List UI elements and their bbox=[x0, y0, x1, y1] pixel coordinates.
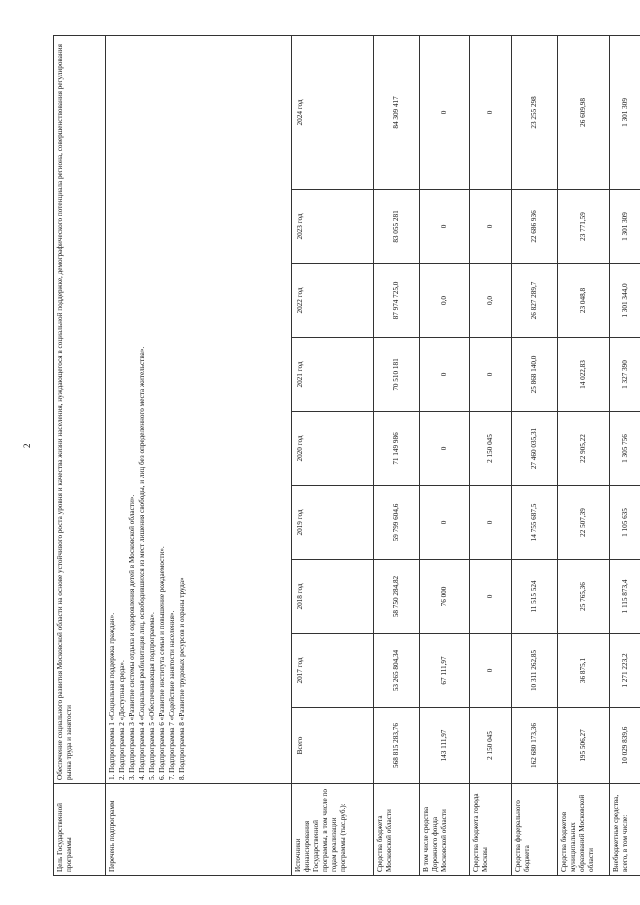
col-header: 2018 год bbox=[292, 560, 374, 634]
finance-row-label: Средства бюджета города Москвы bbox=[470, 784, 512, 876]
finance-row-label: Средства бюджетов муниципальных образований Московской области bbox=[558, 784, 610, 876]
finance-value-cell: 2 150 045 bbox=[470, 412, 512, 486]
finance-label: Источники финансирования Государственной программы, в том числе по годам реализации программы (тыс.руб.): bbox=[292, 784, 374, 876]
subprograms-row bbox=[106, 35, 292, 875]
finance-value-cell: 0 bbox=[420, 338, 470, 412]
finance-value-cell: 0 bbox=[420, 486, 470, 560]
finance-value-cell: 568 815 283,76 bbox=[374, 708, 420, 784]
finance-value-cell: 2 150 045 bbox=[470, 708, 512, 784]
finance-value-cell: 1 115 873,4 bbox=[610, 560, 640, 634]
finance-value-cell: 70 510 181 bbox=[374, 338, 420, 412]
finance-row bbox=[558, 35, 610, 875]
finance-value-cell: 143 111,97 bbox=[420, 708, 470, 784]
finance-value-cell: 23 048,8 bbox=[558, 264, 610, 338]
finance-row bbox=[374, 35, 420, 875]
finance-value-cell: 1 271 223,2 bbox=[610, 634, 640, 708]
finance-value-cell: 83 055 281 bbox=[374, 190, 420, 264]
finance-row bbox=[420, 35, 470, 875]
finance-value-cell: 0,0 bbox=[470, 264, 512, 338]
finance-value-cell: 71 149 986 bbox=[374, 412, 420, 486]
finance-value-cell: 76 000 bbox=[420, 560, 470, 634]
finance-value-cell: 10 311 262,85 bbox=[512, 634, 558, 708]
finance-value-cell: 0,0 bbox=[420, 264, 470, 338]
col-header: 2019 год bbox=[292, 486, 374, 560]
finance-row bbox=[470, 35, 512, 875]
subprogram-item: 1. Подпрограмма 1 «Социальная поддержка граждан». bbox=[108, 613, 116, 780]
finance-value-cell: 0 bbox=[470, 634, 512, 708]
col-header: 2022 год bbox=[292, 264, 374, 338]
finance-value-cell: 58 750 284,82 bbox=[374, 560, 420, 634]
finance-header-row bbox=[292, 35, 374, 875]
goal-label: Цель Государственной программы bbox=[54, 784, 106, 876]
finance-value-cell: 84 309 417 bbox=[374, 35, 420, 189]
finance-rows bbox=[374, 35, 640, 875]
finance-value-cell: 0 bbox=[470, 486, 512, 560]
subprogram-item: 8. Подпрограмма 8 «Развитие трудовых ресурсов и охраны труда» bbox=[178, 577, 186, 780]
finance-value-cell: 14 755 687,5 bbox=[512, 486, 558, 560]
finance-value-cell: 67 111,97 bbox=[420, 634, 470, 708]
col-header: 2024 год bbox=[292, 35, 374, 189]
finance-value-cell: 27 460 035,31 bbox=[512, 412, 558, 486]
rotated-page bbox=[53, 36, 629, 876]
finance-value-cell: 36 875,1 bbox=[558, 634, 610, 708]
finance-value-cell: 25 765,36 bbox=[558, 560, 610, 634]
finance-value-cell: 0 bbox=[420, 190, 470, 264]
finance-row-label: Внебюджетные средства, всего, в том числе: bbox=[610, 784, 640, 876]
finance-value-cell: 23 771,59 bbox=[558, 190, 610, 264]
finance-row-label: Средства бюджета Московской области bbox=[374, 784, 420, 876]
finance-value-cell: 26 827 289,7 bbox=[512, 264, 558, 338]
page-number: 2 bbox=[22, 443, 32, 448]
finance-value-cell: 0 bbox=[470, 560, 512, 634]
finance-value-cell: 87 974 725,0 bbox=[374, 264, 420, 338]
finance-value-cell: 1 105 635 bbox=[610, 486, 640, 560]
col-header: 2021 год bbox=[292, 338, 374, 412]
finance-value-cell: 0 bbox=[420, 35, 470, 189]
finance-value-cell: 0 bbox=[470, 338, 512, 412]
subprograms-list bbox=[106, 35, 292, 783]
finance-value-cell: 10 029 839,6 bbox=[610, 708, 640, 784]
subprogram-item: 3. Подпрограмма 3 «Развитие системы отдыха и оздоровления детей в Московской области». bbox=[128, 494, 136, 780]
subprogram-item: 7. Подпрограмма 7 «Содействие занятости населения». bbox=[168, 610, 176, 780]
finance-value-cell: 1 301 309 bbox=[610, 35, 640, 189]
finance-row-label: В том числе средства Дорожного фонда Московской области bbox=[420, 784, 470, 876]
goal-row bbox=[54, 35, 106, 875]
finance-value-cell: 162 680 173,36 bbox=[512, 708, 558, 784]
finance-value-cell: 53 265 804,34 bbox=[374, 634, 420, 708]
subprogram-item: 6. Подпрограмма 6 «Развитие института семьи и повышение рождаемости». bbox=[158, 546, 166, 780]
finance-value-cell: 195 506,27 bbox=[558, 708, 610, 784]
finance-value-cell: 0 bbox=[420, 412, 470, 486]
col-header: 2020 год bbox=[292, 412, 374, 486]
finance-row bbox=[610, 35, 640, 875]
finance-value-cell: 1 301 344,0 bbox=[610, 264, 640, 338]
finance-row bbox=[512, 35, 558, 875]
col-header: 2017 год bbox=[292, 634, 374, 708]
finance-value-cell: 14 022,83 bbox=[558, 338, 610, 412]
finance-value-cell: 22 507,39 bbox=[558, 486, 610, 560]
subprogram-item: 5. Подпрограмма 5 «Обеспечивающая подпрограмма». bbox=[148, 612, 156, 780]
finance-value-cell: 23 255 298 bbox=[512, 35, 558, 189]
passport-table bbox=[53, 35, 640, 876]
finance-value-cell: 22 905,22 bbox=[558, 412, 610, 486]
finance-value-cell: 11 515 524 bbox=[512, 560, 558, 634]
finance-value-cell: 22 686 936 bbox=[512, 190, 558, 264]
finance-value-cell: 59 799 604,6 bbox=[374, 486, 420, 560]
col-header: 2023 год bbox=[292, 190, 374, 264]
finance-value-cell: 26 609,98 bbox=[558, 35, 610, 189]
finance-value-cell: 0 bbox=[470, 35, 512, 189]
finance-value-cell: 0 bbox=[470, 190, 512, 264]
subprogram-item: 4. Подпрограмма 4 «Социальная реабилитация лиц, освободившихся из мест лишения свободы, и лиц без определенного места жительства». bbox=[138, 346, 146, 780]
finance-value-cell: 1 305 756 bbox=[610, 412, 640, 486]
finance-value-cell: 1 327 390 bbox=[610, 338, 640, 412]
goal-text: Обеспечение социального развития Московской области на основе устойчивого роста уровня и качества жизни населения, нуждающегося в социальной поддержке, демографического потенциала региона, совершенствования регулирования рынка труда и занятости bbox=[54, 35, 106, 783]
finance-value-cell: 25 868 140,0 bbox=[512, 338, 558, 412]
col-header: Всего bbox=[292, 708, 374, 784]
finance-row-label: Средства федерального бюджета bbox=[512, 784, 558, 876]
subprogram-item: 2. Подпрограмма 2 «Доступная среда». bbox=[118, 660, 126, 780]
finance-value-cell: 1 301 309 bbox=[610, 190, 640, 264]
subprograms-label: Перечень подпрограмм bbox=[106, 784, 292, 876]
